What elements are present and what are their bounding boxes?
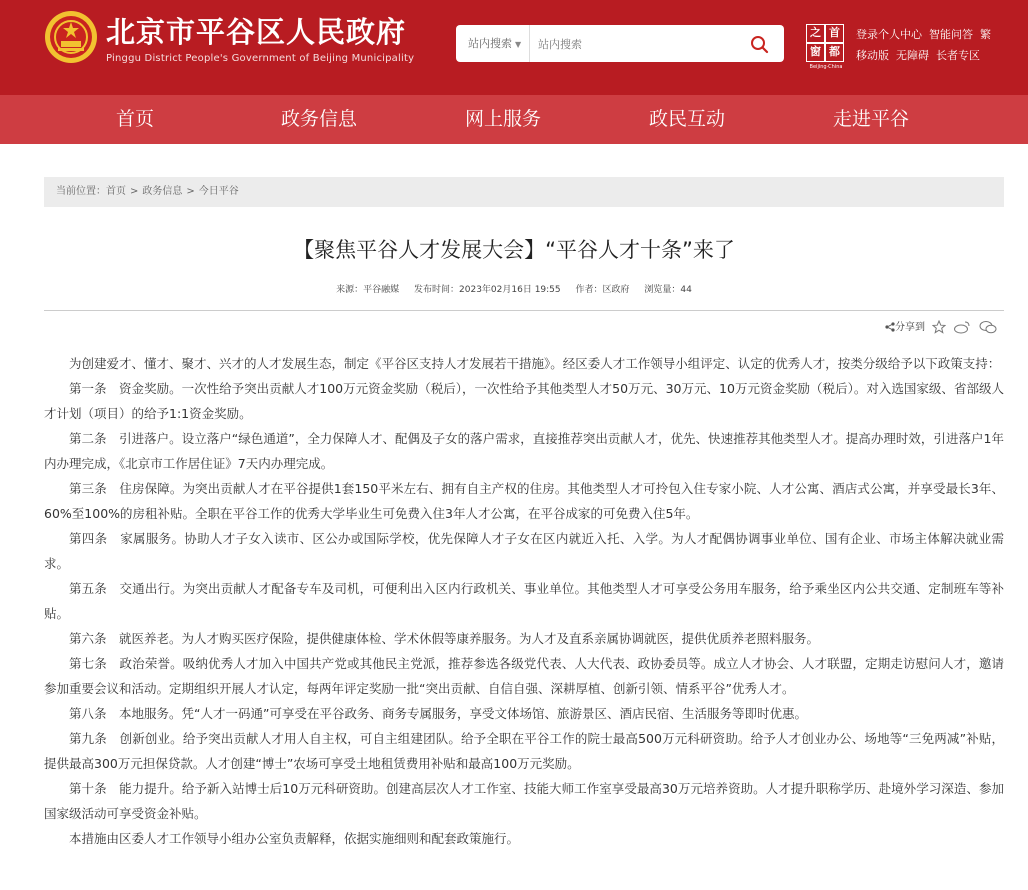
site-header	[0, 0, 1028, 95]
mobile-version-link[interactable]: 移动版	[856, 49, 889, 62]
share-bar	[885, 318, 997, 334]
capital-logo-char: 之	[806, 24, 825, 43]
search-input[interactable]	[538, 34, 738, 54]
weibo-icon[interactable]	[953, 320, 971, 334]
article-paragraph: 第二条 引进落户。设立落户“绿色通道”，全力保障人才、配偶及子女的落户需求，直接推荐突出贡献人才，优先、快速推荐其他类型人才。提高办理时效，引进落户1年内办理完成，《北京市工作居住证》7天内办理完成。	[44, 431, 1004, 471]
breadcrumb	[44, 177, 1004, 207]
traditional-chinese-link[interactable]: 繁	[980, 28, 991, 41]
article-paragraph: 第六条 就医养老。为人才购买医疗保险，提供健康体检、学术休假等康养服务。为人才及直系亲属协调就医，提供优质养老照料服务。	[69, 631, 820, 646]
article-body	[44, 351, 1004, 851]
article-paragraph: 本措施由区委人才工作领导小组办公室负责解释，依据实施细则和配套政策施行。	[69, 831, 520, 846]
article-paragraph: 第五条 交通出行。为突出贡献人才配备专车及司机，可便利出入区内行政机关、事业单位。其他类型人才可享受公务用车服务，给予乘坐区内公共交通、定制班车等补贴。	[44, 581, 1004, 621]
site-title[interactable]: 北京市平谷区人民政府	[106, 15, 407, 49]
article-paragraph: 第十条 能力提升。给予新入站博士后10万元科研资助。创建高层次人才工作室、技能大师工作室享受最高30万元培养资助。人才提升职称学历、赴境外学习深造、参加国家级活动可享受资金补贴。	[44, 781, 1004, 821]
breadcrumb-home[interactable]: 首页	[106, 186, 126, 197]
share-icon	[885, 322, 895, 332]
elderly-section-link[interactable]: 长者专区	[936, 49, 980, 62]
chevron-down-icon: ▼	[515, 40, 522, 49]
breadcrumb-separator: >	[130, 186, 139, 197]
nav-item-interaction[interactable]: 政民互动	[648, 108, 725, 130]
site-subtitle: Pinggu District People's Government of Beijing Municipality	[106, 53, 415, 64]
capital-logo-char: 窗	[806, 43, 825, 62]
main-nav	[0, 95, 1028, 144]
capital-logo-caption: Beijing·China	[809, 64, 843, 70]
article-title: 【聚焦平谷人才发展大会】“平谷人才十条”来了	[293, 238, 735, 262]
article-paragraph: 第七条 政治荣誉。吸纳优秀人才加入中国共产党或其他民主党派，推荐参选各级党代表、人大代表、政协委员等。成立人才协会、人才联盟，定期走访慰问人才，邀请参加重要会议和活动。定期组织开展人才认定，每两年评定奖励一批“突出贡献、自信自强、深耕厚植、创新引领、情系平谷”优秀人才。	[44, 656, 1004, 696]
article-published: 发布时间：2023年02月16日 19:55	[414, 285, 561, 295]
breadcrumb-today-pinggu[interactable]: 今日平谷	[198, 186, 239, 197]
search-scope-select[interactable]	[456, 25, 530, 62]
capital-logo-char: 首	[825, 24, 844, 43]
breadcrumb-separator: >	[186, 186, 195, 197]
article-paragraph: 第八条 本地服务。凭“人才一码通”可享受在平谷政务、商务专属服务，享受文体场馆、旅游景区、酒店民宿、生活服务等即时优惠。	[69, 706, 807, 721]
divider	[44, 310, 1004, 311]
search-box	[456, 25, 784, 62]
smart-qa-link[interactable]: 智能问答	[929, 28, 973, 41]
accessibility-link[interactable]: 无障碍	[896, 49, 929, 62]
article-paragraph: 第九条 创新创业。给予突出贡献人才用人自主权，可自主组建团队。给予全职在平谷工作的院士最高500万元科研资助。给予人才创业办公、场地等“三免两减”补贴，提供最高300万元担保贷款。人才创建“博士”农场可享受土地租赁费用补贴和最高100万元奖励。	[44, 731, 1004, 771]
article-paragraph: 第四条 家属服务。协助人才子女入读市、区公办或国际学校，优先保障人才子女在区内就近入托、入学。为人才配偶协调事业单位、国有企业、市场主体解决就业需求。	[44, 531, 1004, 571]
capital-logo-char: 都	[825, 43, 844, 62]
breadcrumb-prefix: 当前位置：	[56, 186, 106, 197]
search-icon[interactable]	[748, 33, 770, 55]
capital-window-logo[interactable]	[805, 24, 847, 70]
article-paragraph: 第一条 资金奖励。一次性给予突出贡献人才100万元资金奖励（税后），一次性给予其他类型人才50万元、30万元、10万元资金奖励（税后）。对入选国家级、省部级人才计划（项目）的给予1:1资金奖励。	[44, 381, 1004, 421]
article-paragraph: 为创建爱才、懂才、聚才、兴才的人才发展生态，制定《平谷区支持人才发展若干措施》。经区委人才工作领导小组评定、认定的优秀人才，按类分级给予以下政策支持：	[69, 356, 1001, 371]
article-source: 来源：平谷融媒	[336, 285, 400, 295]
article-author: 作者：区政府	[575, 285, 630, 295]
breadcrumb-government-info[interactable]: 政务信息	[142, 186, 183, 197]
article-paragraph: 第三条 住房保障。为突出贡献人才在平谷提供1套150平米左右、拥有自主产权的住房。其他类型人才可拎包入住专家小院、人才公寓、酒店式公寓，并享受最长3年、60%至100%的房租补贴。全职在平谷工作的优秀大学毕业生可免费入住3年人才公寓，在平谷成家的可免费入住5年。	[44, 481, 1004, 521]
star-icon[interactable]	[932, 320, 946, 334]
nav-item-about-pinggu[interactable]: 走进平谷	[832, 108, 909, 130]
article-views: 浏览量：44	[644, 285, 692, 295]
login-link[interactable]: 登录个人中心	[856, 28, 922, 41]
national-emblem-icon[interactable]	[44, 10, 98, 64]
article-meta	[0, 282, 1028, 295]
search-scope-label: 站内搜索	[468, 37, 512, 50]
wechat-icon[interactable]	[979, 320, 997, 334]
nav-item-government-info[interactable]: 政务信息	[280, 108, 357, 130]
nav-item-home[interactable]: 首页	[115, 108, 154, 130]
nav-item-online-services[interactable]: 网上服务	[464, 108, 541, 130]
share-label: 分享到	[895, 322, 925, 333]
